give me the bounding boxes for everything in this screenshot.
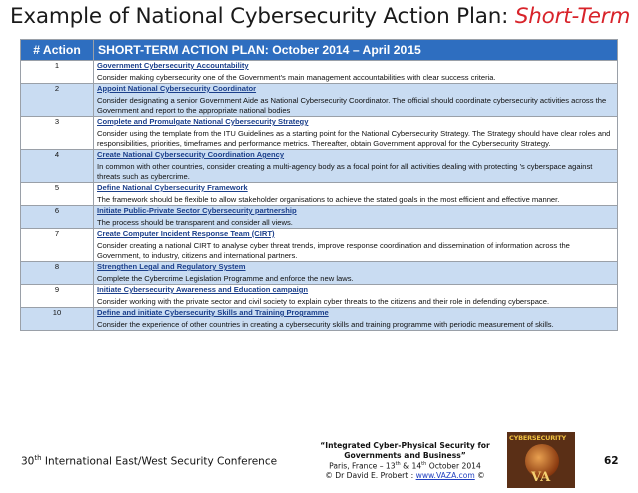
table-row [21, 262, 618, 285]
action-details [94, 150, 618, 183]
action-details [94, 229, 618, 262]
action-title: Create National Cybersecurity Coordination Agency [97, 150, 285, 159]
action-title: Strengthen Legal and Regulatory System [97, 262, 246, 271]
action-title: Define and initiate Cybersecurity Skills and Training Programme [97, 308, 329, 317]
table-row [21, 61, 618, 84]
action-plan-table [20, 39, 618, 331]
action-number: 5 [21, 183, 94, 206]
author-website-link[interactable]: www.VAZA.com [415, 471, 475, 481]
action-description: In common with other countries, consider creating a multi-agency body as a focal point for all activities dealing with protecting ’s cyberspace against threats such as cybercrime. [97, 162, 593, 181]
action-details [94, 183, 618, 206]
conference-number-suffix: th [34, 454, 42, 462]
page-number: 62 [604, 455, 619, 467]
action-details [94, 117, 618, 150]
action-number: 4 [21, 150, 94, 183]
action-description: Consider using the template from the ITU Guidelines as a starting point for the National Cybersecurity Strategy. The Strategy should have clear roles and responsibilities, priorities, timeframes and performance metrics. Thereafter, obtain Government approval for the Cybersecurity Strategy. [97, 129, 611, 148]
action-title: Initiate Public-Private Sector Cybersecurity partnership [97, 206, 297, 215]
logo-mark: VA [531, 470, 551, 485]
event-place: Paris, France – 13 [329, 461, 396, 471]
action-number: 8 [21, 262, 94, 285]
action-details [94, 84, 618, 117]
action-details [94, 61, 618, 84]
slide-title [10, 4, 635, 29]
table-row [21, 183, 618, 206]
logo-text: CYBERSECURITY [509, 434, 567, 442]
action-number: 6 [21, 206, 94, 229]
action-number: 3 [21, 117, 94, 150]
action-title: Government Cybersecurity Accountability [97, 61, 249, 70]
table-header-row [21, 40, 618, 61]
conference-title: International East/West Security Conference [41, 455, 278, 468]
action-number: 1 [21, 61, 94, 84]
event-title-line-2: Governments and Business” [344, 450, 466, 460]
action-description: Consider making cybersecurity one of the Government's main management accountabilities with clear success criteria. [97, 73, 496, 82]
cybersecurity-logo [507, 432, 575, 488]
table-row [21, 229, 618, 262]
action-description: The process should be transparent and consider all views. [97, 218, 293, 227]
table-row [21, 117, 618, 150]
action-title: Complete and Promulgate National Cybersecurity Strategy [97, 117, 309, 126]
action-details [94, 262, 618, 285]
table-row [21, 150, 618, 183]
action-description: Consider the experience of other countries in creating a cybersecurity skills and training programme with periodic measurement of skills. [97, 320, 554, 329]
action-number: 10 [21, 308, 94, 331]
action-title: Create Computer Incident Response Team (CIRT) [97, 229, 275, 238]
table-row [21, 308, 618, 331]
action-description: Consider designating a senior Government Aide as National Cybersecurity Coordinator. The official should coordinate cybersecurity activities across the Government and report to the appropriate national bodies [97, 96, 607, 115]
header-plan-title: SHORT-TERM ACTION PLAN: October 2014 – April 2015 [94, 40, 618, 61]
author-suffix: © [474, 471, 485, 481]
action-number: 7 [21, 229, 94, 262]
event-place-date [306, 460, 504, 471]
conference-number: 30 [21, 455, 35, 468]
action-number: 2 [21, 84, 94, 117]
event-date: October 2014 [426, 461, 481, 471]
table-row [21, 285, 618, 308]
action-details [94, 206, 618, 229]
event-sup-2: th [421, 461, 427, 467]
conference-name [21, 454, 277, 468]
event-sup-1: th [395, 461, 401, 467]
action-description: Consider creating a national CIRT to analyse cyber threat trends, improve response coordination and dissemination of information across the Government, to industry, citizens and international partners. [97, 241, 570, 260]
action-title: Appoint National Cybersecurity Coordinator [97, 84, 257, 93]
table-row [21, 206, 618, 229]
action-description: Complete the Cybercrime Legislation Programme and enforce the new laws. [97, 274, 354, 283]
author-prefix: © Dr David E. Probert : [325, 471, 416, 481]
action-title: Initiate Cybersecurity Awareness and Education campaign [97, 285, 309, 294]
table-body [21, 61, 618, 331]
slide-title-accent: Short-Term [514, 4, 631, 29]
action-description: Consider working with the private sector and civil society to explain cyber threats to the citizens and their role in defending cyberspace. [97, 297, 550, 306]
slide-title-main: Example of National Cybersecurity Action Plan: [10, 4, 515, 29]
action-title: Define National Cybersecurity Framework [97, 183, 248, 192]
author-credit [306, 471, 504, 481]
event-and: & 14 [400, 461, 422, 471]
event-title-line-1: “Integrated Cyber-Physical Security for [320, 441, 490, 450]
action-details [94, 308, 618, 331]
table-row [21, 84, 618, 117]
action-details [94, 285, 618, 308]
event-info [306, 441, 504, 481]
header-action-number: # Action [21, 40, 94, 61]
action-description: The framework should be flexible to allow stakeholder organisations to achieve the stated goals in the most efficient and effective manner. [97, 195, 560, 204]
action-number: 9 [21, 285, 94, 308]
